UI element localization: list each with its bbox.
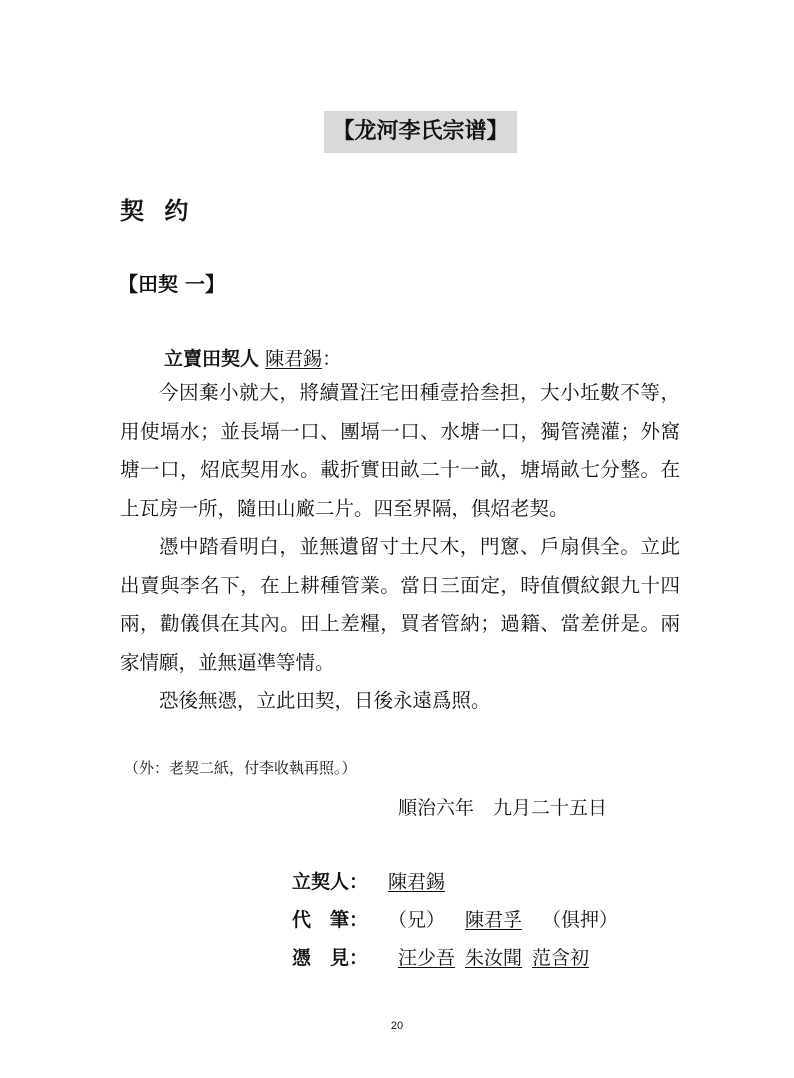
book-title: 【龙河李氏宗谱】	[324, 111, 517, 153]
contractor-label: 立契人：	[292, 871, 369, 893]
scribe-name: 陳君孚	[465, 909, 523, 931]
witness-row	[292, 943, 589, 970]
scribe-label: 代 筆：	[292, 909, 369, 931]
contractor-row	[292, 867, 445, 894]
seller-label: 立賣田契人	[164, 348, 260, 370]
deed-date: 順治六年 九月二十五日	[398, 797, 608, 819]
deed-body	[120, 374, 680, 721]
section-title: 契 约	[120, 197, 195, 225]
deed-paragraph: 今因棄小就大，將續置汪宅田種壹拾叁担，大小坵數不等，用使塥水；並長塥一口、團塥一口、水塘一口，獨管澆灌；外窩塘一口，炤底契用水。載折實田畝二十一畝，塘塥畝七分整。在上瓦房一所，隨田山廠二片。四至界隔，俱炤老契。	[120, 381, 680, 520]
deed-subtitle: 【田契 一】	[118, 272, 225, 296]
deed-paragraph: 憑中踏看明白，並無遺留寸土尺木，門窻、戶扇俱全。立此出賣與李名下，在上耕種管業。當日三面定，時值價紋銀九十四兩，勸儀俱在其內。田上差糧，買者管納；過籍、當差併是。兩家情願，並無逼凖等情。	[120, 535, 680, 674]
page-number: 20	[390, 1020, 404, 1032]
deed-paragraph: 恐後無憑，立此田契，日後永遠爲照。	[159, 689, 491, 712]
seller-name: 陳君錫	[265, 348, 323, 370]
witness-name: 汪少吾	[398, 947, 456, 969]
deed-note: （外：老契二紙，付李收執再照。）	[124, 759, 357, 777]
contractor-name: 陳君錫	[388, 871, 446, 893]
witness-label: 憑 見：	[292, 947, 369, 969]
seller-colon: ：	[322, 348, 342, 370]
seller-line	[164, 344, 341, 371]
scribe-relation: （兄）	[388, 909, 446, 931]
scribe-note: （俱押）	[542, 909, 619, 931]
scribe-row	[292, 905, 618, 932]
witness-name: 范含初	[532, 947, 590, 969]
witness-name: 朱汝聞	[465, 947, 523, 969]
